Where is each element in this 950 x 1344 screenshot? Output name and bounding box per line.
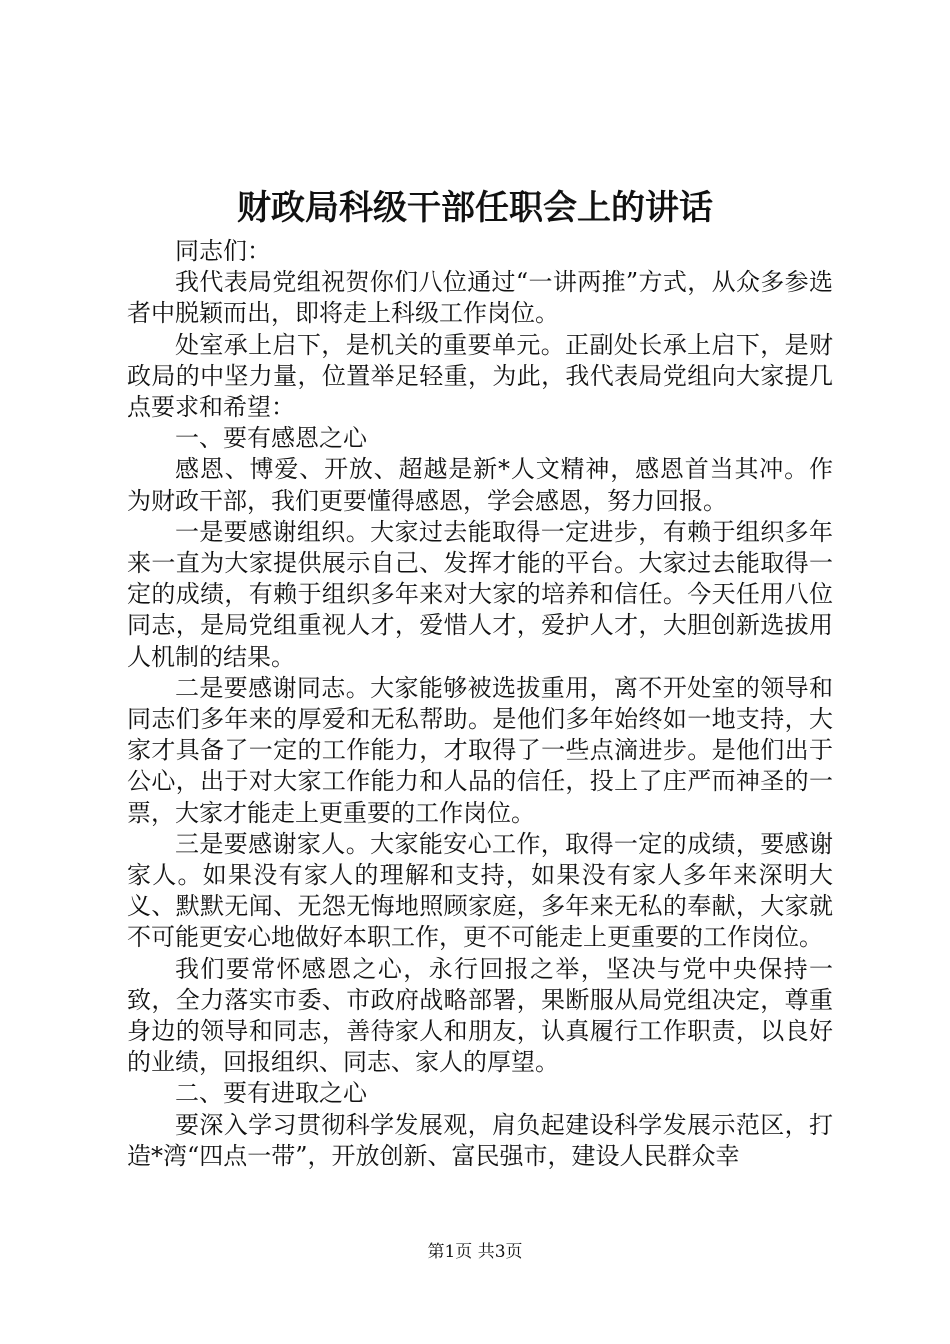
document-body xyxy=(127,236,833,1172)
paragraph: 二是要感谢同志。大家能够被选拔重用，离不开处室的领导和同志们多年来的厚爱和无私帮助。是他们多年始终如一地支持，大家才具备了一定的工作能力，才取得了一些点滴进步。是他们出于公心，出于对大家工作能力和人品的信任，投上了庄严而神圣的一票，大家才能走上更重要的工作岗位。 xyxy=(127,673,833,827)
paragraph: 要深入学习贯彻科学发展观，肩负起建设科学发展示范区，打造*湾“四点一带”，开放创新、富民强市，建设人民群众幸 xyxy=(127,1110,833,1170)
paragraph-salutation: 同志们： xyxy=(175,237,271,265)
section-heading: 一、要有感恩之心 xyxy=(175,424,367,453)
section-heading: 二、要有进取之心 xyxy=(175,1079,367,1108)
page-footer: 第1页 共3页 xyxy=(427,1242,523,1262)
paragraph: 我们要常怀感恩之心，永行回报之举，坚决与党中央保持一致，全力落实市委、市政府战略部署，果断服从局党组决定，尊重身边的领导和同志，善待家人和朋友，认真履行工作职责，以良好的业绩，回报组织、同志、家人的厚望。 xyxy=(127,954,833,1077)
paragraph: 三是要感谢家人。大家能安心工作，取得一定的成绩，要感谢家人。如果没有家人的理解和支持，如果没有家人多年来深明大义、默默无闻、无怨无悔地照顾家庭，多年来无私的奉献，大家就不可能更安心地做好本职工作，更不可能走上更重要的工作岗位。 xyxy=(127,829,833,952)
paragraph: 处室承上启下，是机关的重要单元。正副处长承上启下，是财政局的中坚力量，位置举足轻重，为此，我代表局党组向大家提几点要求和希望： xyxy=(127,330,833,422)
document-title: 财政局科级干部任职会上的讲话 xyxy=(237,188,713,228)
paragraph: 一是要感谢组织。大家过去能取得一定进步，有赖于组织多年来一直为大家提供展示自己、发挥才能的平台。大家过去能取得一定的成绩，有赖于组织多年来对大家的培养和信任。今天任用八位同志，是局党组重视人才，爱惜人才，爱护人才，大胆创新选拔用人机制的结果。 xyxy=(127,517,833,671)
paragraph: 我代表局党组祝贺你们八位通过“一讲两推”方式，从众多参选者中脱颖而出，即将走上科级工作岗位。 xyxy=(127,268,833,328)
paragraph: 感恩、博爱、开放、超越是新*人文精神，感恩首当其冲。作为财政干部，我们更要懂得感恩，学会感恩，努力回报。 xyxy=(127,455,833,515)
